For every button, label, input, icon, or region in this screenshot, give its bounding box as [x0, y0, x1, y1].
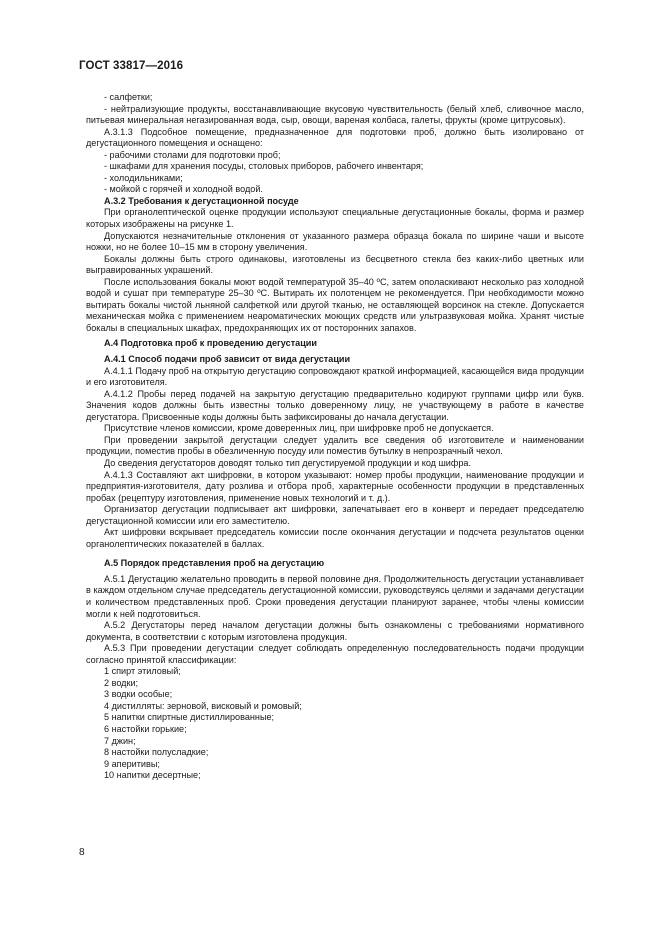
list-item: - рабочими столами для подготовки проб; [104, 149, 281, 160]
paragraph: При проведении закрытой дегустации следует удалить все сведения об изготовителе и наименовании продукции, поместив пробы в обезличенную посуду или поместив бутылку в непрозрачный чехол. [86, 434, 584, 457]
paragraph: При органолептической оценке продукции используют специальные дегустационные бокалы, форма и размер которых изображены на рисунке 1. [86, 207, 584, 230]
paragraph: Организатор дегустации подписывает акт шифровки, запечатывает его в конверт и передает председателю дегустационной комиссии или его заместителю. [86, 504, 584, 526]
list-item: 4 дистилляты: зерновой, висковый и ромовый; [104, 700, 302, 711]
paragraph: Присутствие членов комиссии, кроме доверенных лиц, при шифровке проб не допускается. [104, 423, 494, 434]
list-item: 1 спирт этиловый; [104, 666, 181, 677]
document-body [86, 92, 584, 782]
paragraph: До сведения дегустаторов доводят только тип дегустируемой продукции и код шифра. [104, 457, 472, 468]
page-number: 8 [79, 847, 85, 858]
list-item: 5 напитки спиртные дистиллированные; [104, 712, 275, 723]
paragraph: А.4.1.2 Пробы перед подачей на закрытую дегустацию предварительно кодируют группами цифр или букв. Значения кодов должны быть известны только доверенному лицу, не участвующему в работе в качестве дегустатора. Присвоенные коды должны быть зафиксированы до начала дегустации. [86, 388, 584, 422]
list-item: 2 водки; [104, 677, 139, 688]
section-heading: А.4 Подготовка проб к проведению дегустации [104, 338, 317, 349]
list-item: - шкафами для хранения посуды, столовых приборов, рабочего инвентаря; [104, 161, 424, 172]
paragraph: А.3.1.3 Подсобное помещение, предназначенное для подготовки проб, должно быть изолировано от дегустационного помещения и оснащено: [86, 126, 584, 149]
list-item: - холодильниками; [104, 172, 183, 183]
list-item: - мойкой с горячей и холодной водой. [104, 184, 263, 195]
list-item: 10 напитки десертные; [104, 770, 201, 781]
paragraph: Акт шифровки вскрывает председатель комиссии после окончания дегустации и подсчета результатов оценки органолептических показателей в баллах. [86, 527, 584, 549]
section-heading: А.5 Порядок представления проб на дегустацию [104, 558, 325, 569]
paragraph: Бокалы должны быть строго одинаковы, изготовлены из бесцветного стекла без каких-либо цветных или выгравированных украшений. [86, 253, 584, 276]
section-heading: А.3.2 Требования к дегустационной посуде [104, 195, 299, 206]
paragraph: А.5.3 При проведении дегустации следует соблюдать определенную последовательность подачи продукции согласно принятой классификации: [86, 643, 584, 665]
list-item: 8 настойки полусладкие; [104, 747, 209, 758]
paragraph: Допускаются незначительные отклонения от указанного размера образца бокала по ширине чаши и высоте ножки, но не более 10–15 мм в сторону увеличения. [86, 230, 584, 253]
list-item: - салфетки; [104, 92, 153, 102]
list-item: 6 настойки горькие; [104, 723, 187, 734]
paragraph: А.4.1.1 Подачу проб на открытую дегустацию сопровождают краткой информацией, касающейся вида продукции и его изготовителя. [86, 365, 584, 388]
paragraph: А.5.1 Дегустацию желательно проводить в первой половине дня. Продолжительность дегустации устанавливает в каждом отдельном случае председатель дегустационной комиссии, руководствуясь целями и задачами дегустации и количеством представленных проб. Сроки проведения дегустации планируют заранее, чтобы члены комиссии могли к ней подготовиться. [86, 573, 584, 619]
document-header: ГОСТ 33817—2016 [79, 60, 184, 72]
paragraph: После использования бокалы моют водой температурой 35–40 ºС, затем ополаскивают несколько раз холодной водой и сушат при температуре 25–30 ºС. Вытирать их полотенцем не рекомендуется. При необходимости можно вытирать бокалы чистой льняной салфеткой или другой тканью, не оставляющей ворсинок на стекле. Допускается механическая мойка с применением неароматических моющих средств или ультразвуковая мойка. Хранят чистые бокалы в специальных шкафах, предохраняющих их от посторонних запахов. [86, 276, 584, 333]
list-item: 9 аперитивы; [104, 758, 160, 769]
list-item: 3 водки особые; [104, 689, 173, 700]
list-item: 7 джин; [104, 735, 136, 746]
section-heading: А.4.1 Способ подачи проб зависит от вида дегустации [104, 354, 351, 365]
paragraph: А.4.1.3 Составляют акт шифровки, в котором указывают: номер пробы продукции, наименование продукции и предприятия-изготовителя, дату розлива и отбора проб, характерные особенности продукции в представленных пробах (рецептуру изготовления, применение новых технологий и т. д.). [86, 469, 584, 503]
paragraph: А.5.2 Дегустаторы перед началом дегустации должны быть ознакомлены с требованиями нормативного документа, в соответствии с которым изготовлена продукция. [86, 620, 584, 642]
list-item: - нейтрализующие продукты, восстанавливающие вкусовую чувствительность (белый хлеб, сливочное масло, питьевая минеральная негазированная вода, сыр, овощи, вареная колбаса, галеты, фрукты (кроме цитрусовых). [86, 103, 584, 126]
